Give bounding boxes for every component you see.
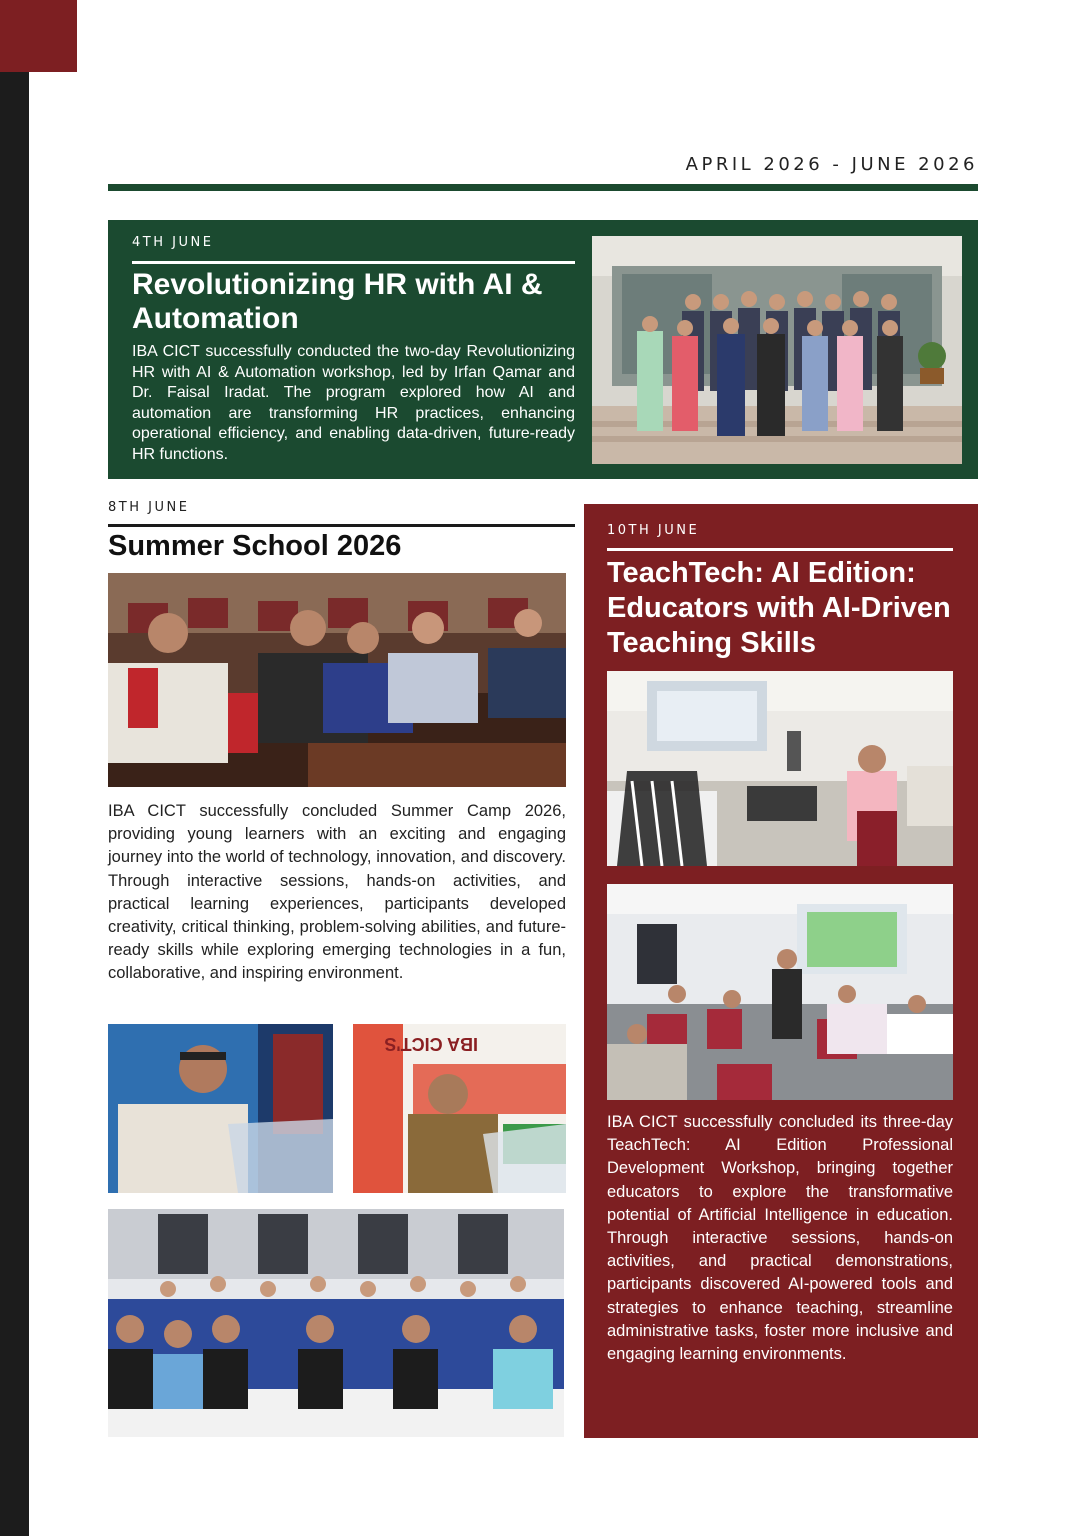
summer-banner-text: IBA CICT'S [384,1034,478,1054]
left-sidebar-bar [0,0,29,1536]
newsletter-date-range: APRIL 2026 - JUNE 2026 [685,154,978,175]
teachtech-description: IBA CICT successfully concluded its three-day TeachTech: AI Edition Professional Development Workshop, bringing together educators to explore the transformative potential of Artificial Intelligence in education. Through interactive sessions, hands-on activities, and practical demonstrations, participants discovered AI-powered tools and strategies to enhance teaching, streamline administrative tasks, foster more inclusive and engaging learning environments. [607,1113,953,1364]
teachtech-title: TeachTech: AI Edition: Educators with AI-Driven Teaching Skills [607,557,951,659]
summer-school-speaker-photo [108,1024,333,1193]
summer-school-group-photo [108,1209,564,1437]
summer-school-title: Summer School 2026 [108,530,402,562]
teachtech-divider [607,548,953,551]
hr-group-photo [592,236,962,464]
teachtech-date: 10TH JUNE [607,523,700,538]
teachtech-event-card [584,504,978,1438]
summer-school-description: IBA CICT successfully concluded Summer Camp 2026, providing young learners with an exciting and engaging journey into the world of technology, innovation, and discovery. Through interactive sessions, hands-on activities, and practical learning experiences, participants developed creativity, critical thinking, problem-solving abilities, and future-ready skills while exploring emerging technologies in a fun, collaborative, and inspiring environment. [108,802,566,983]
summer-school-speaker-photo-2 [353,1024,566,1193]
corner-accent-block [0,0,77,72]
hr-event-card [108,220,978,479]
header-divider [108,184,978,191]
summer-school-audience-photo [108,573,566,787]
hr-event-title: Revolutionizing HR with AI & Automation [132,268,543,335]
summer-school-date: 8TH JUNE [108,500,190,515]
hr-event-description: IBA CICT successfully conducted the two-day Revolutionizing HR with AI & Automation workshop, led by Irfan Qamar and Dr. Faisal Iradat. The program explored how AI and automation are transforming HR practices, enhancing operational efficiency, and enabling data-driven, future-ready HR functions. [132,343,575,463]
hr-event-date: 4TH JUNE [132,235,214,250]
hr-event-divider [132,261,575,264]
teachtech-workshop-photo [607,884,953,1100]
summer-school-divider [108,524,575,527]
teachtech-classroom-photo [607,671,953,866]
